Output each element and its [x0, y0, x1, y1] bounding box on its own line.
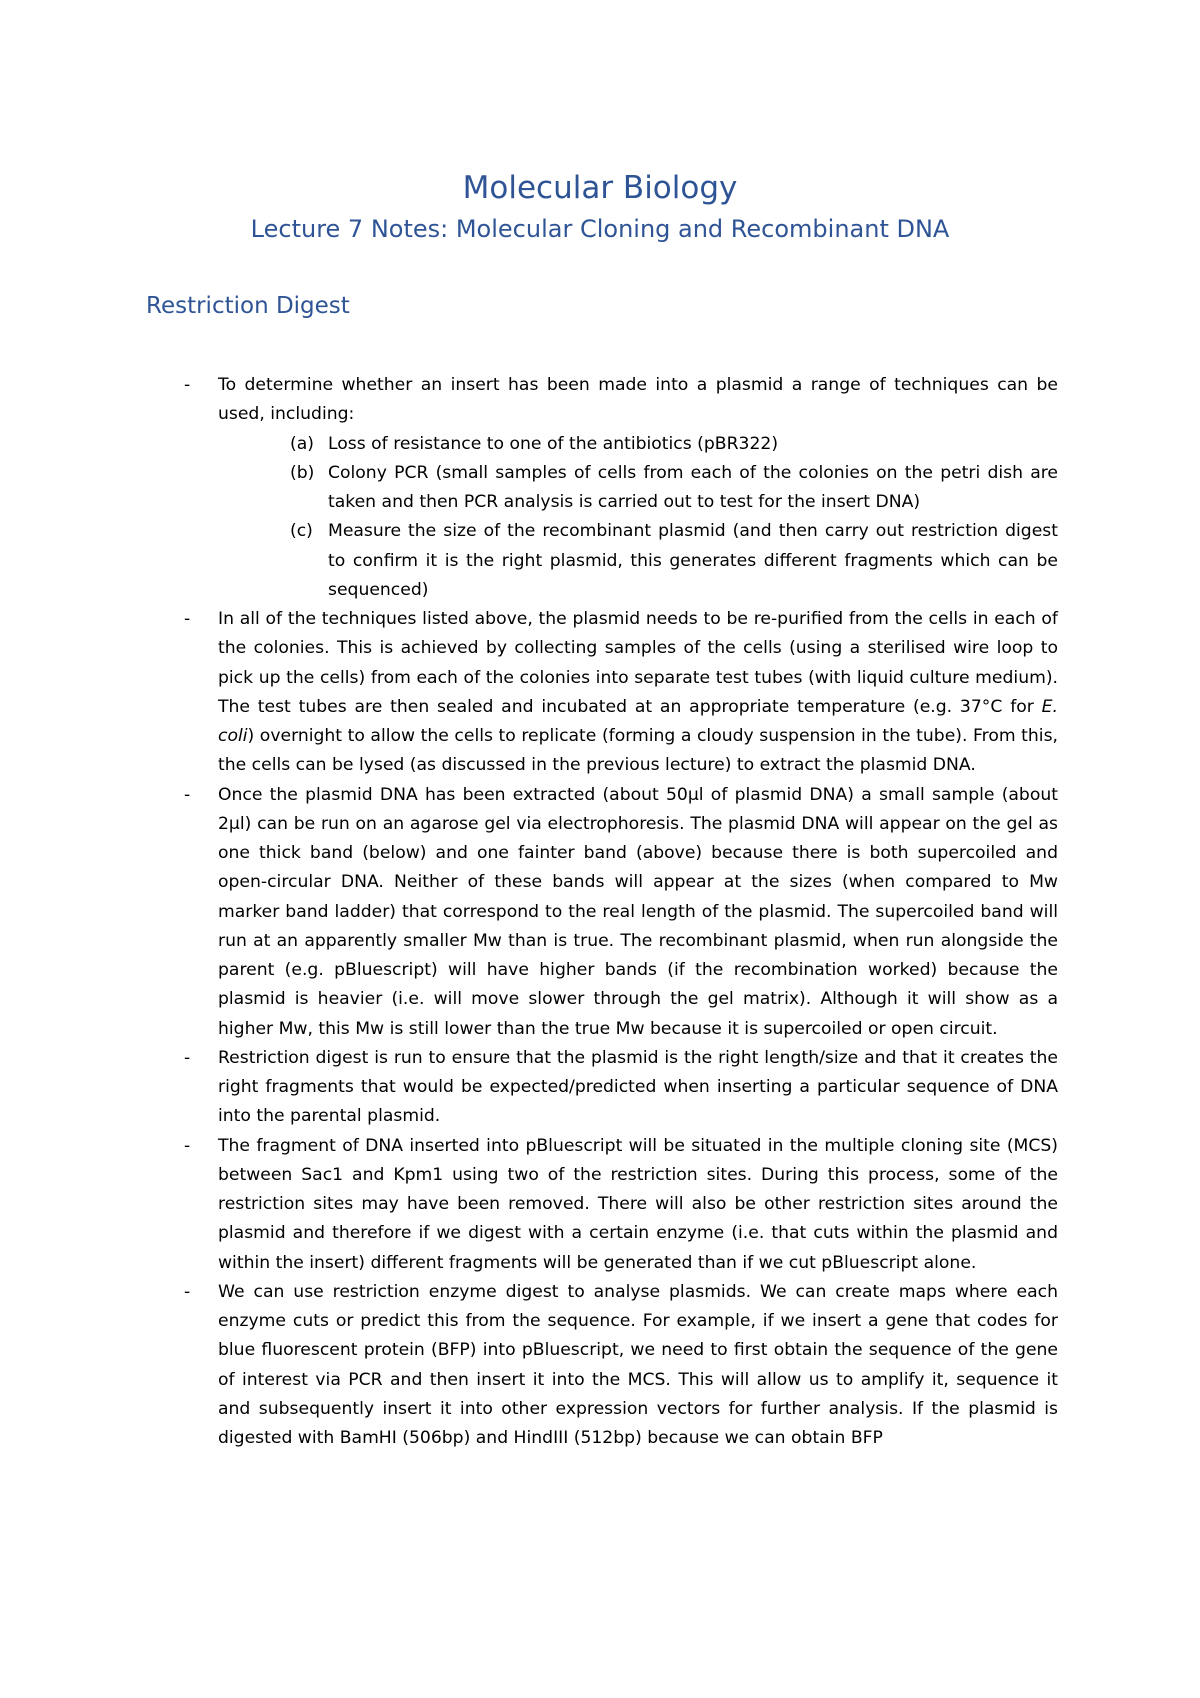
sub-item-label: (c) [290, 521, 313, 542]
bullet-dash: - [184, 609, 191, 629]
bullet-dash: - [184, 784, 191, 805]
bullet-text: In all of the techniques listed above, the plasmid needs to be re-purified from the cells in each of the colonies. This is achieved by collecting samples of the cells (using a sterilised wire loop to pick up the cells) from each of the colonies into separate test tubes (with liquid culture medium). The test tubes are then sealed and incubated at an appropriate temperature (e.g. 37°C for [218, 609, 1058, 717]
bullet-text: Restriction digest is run to ensure that the plasmid is the right length/size and that it creates the right fragments that would be expected/predicted when inserting a particular sequence of DNA into the parental plasmid. [218, 1047, 1058, 1127]
sub-item [290, 517, 1058, 605]
bullet-dash: - [184, 375, 191, 395]
bullet-dash: - [184, 1135, 191, 1156]
italic-species-name: E. coli [218, 696, 1058, 746]
sub-item-label: (b) [290, 462, 315, 483]
bullet-dash: - [184, 1281, 191, 1302]
bullet-item [184, 605, 1058, 781]
bullet-item [184, 1278, 1058, 1454]
bullet-item [184, 781, 1058, 1044]
sub-list [290, 430, 1058, 606]
section-heading: Restriction Digest [146, 293, 350, 319]
bullet-text: The fragment of DNA inserted into pBluescript will be situated in the multiple cloning site (MCS) between Sac1 and Kpm1 using two of the restriction sites. During this process, some of the restriction sites may have been removed. There will also be other restriction sites around the plasmid and therefore if we digest with a certain enzyme (i.e. that cuts within the plasmid and within the insert) different fragments will be generated than if we cut pBluescript alone. [218, 1135, 1058, 1273]
document-title: Molecular Biology [462, 170, 738, 206]
bullet-item [184, 1044, 1058, 1132]
sub-item-text: Measure the size of the recombinant plasmid (and then carry out restriction digest to confirm it is the right plasmid, this generates different fragments which can be sequenced) [328, 521, 1058, 600]
document-body [0, 371, 1200, 1453]
sub-item-text: Colony PCR (small samples of cells from each of the colonies on the petri dish are taken and then PCR analysis is carried out to test for the insert DNA) [328, 462, 1058, 512]
sub-item-text: Loss of resistance to one of the antibiotics (pBR322) [328, 433, 779, 454]
bullet-text: We can use restriction enzyme digest to analyse plasmids. We can create maps where each enzyme cuts or predict this from the sequence. For example, if we insert a gene that codes for blue fluorescent protein (BFP) into pBluescript, we need to first obtain the sequence of the gene of interest via PCR and then insert it into the MCS. This will allow us to amplify it, sequence it and subsequently insert it into other expression vectors for further analysis. If the plasmid is digested with BamHI (506bp) and HindIII (512bp) because we can obtain BFP [218, 1281, 1058, 1448]
bullet-text: Once the plasmid DNA has been extracted (about 50µl of plasmid DNA) a small sample (about 2µl) can be run on an agarose gel via electrophoresis. The plasmid DNA will appear on the gel as one thick band (below) and one fainter band (above) because there is both supercoiled and open-circular DNA. Neither of these bands will appear at the sizes (when compared to Mw marker band ladder) that correspond to the real length of the plasmid. The supercoiled band will run at an apparently smaller Mw than is true. The recombinant plasmid, when run alongside the parent (e.g. pBluescript) will have higher bands (if the recombination worked) because the plasmid is heavier (i.e. will move slower through the gel matrix). Although it will show as a higher Mw, this Mw is still lower than the true Mw because it is supercoiled or open circuit. [218, 784, 1058, 1039]
document-subtitle: Lecture 7 Notes: Molecular Cloning and Recombinant DNA [250, 215, 950, 243]
sub-item [290, 459, 1058, 518]
bullet-text: To determine whether an insert has been made into a plasmid a range of techniques can be used, including: [218, 375, 1058, 425]
bullet-text-continued: ) overnight to allow the cells to replicate (forming a cloudy suspension in the tube). From this, the cells can be lysed (as discussed in the previous lecture) to extract the plasmid DNA. [218, 726, 1058, 776]
bullet-dash: - [184, 1047, 191, 1068]
bullet-item [184, 1132, 1058, 1278]
sub-item [290, 430, 1058, 459]
bullet-item [184, 371, 1058, 430]
sub-item-label: (a) [290, 433, 314, 454]
